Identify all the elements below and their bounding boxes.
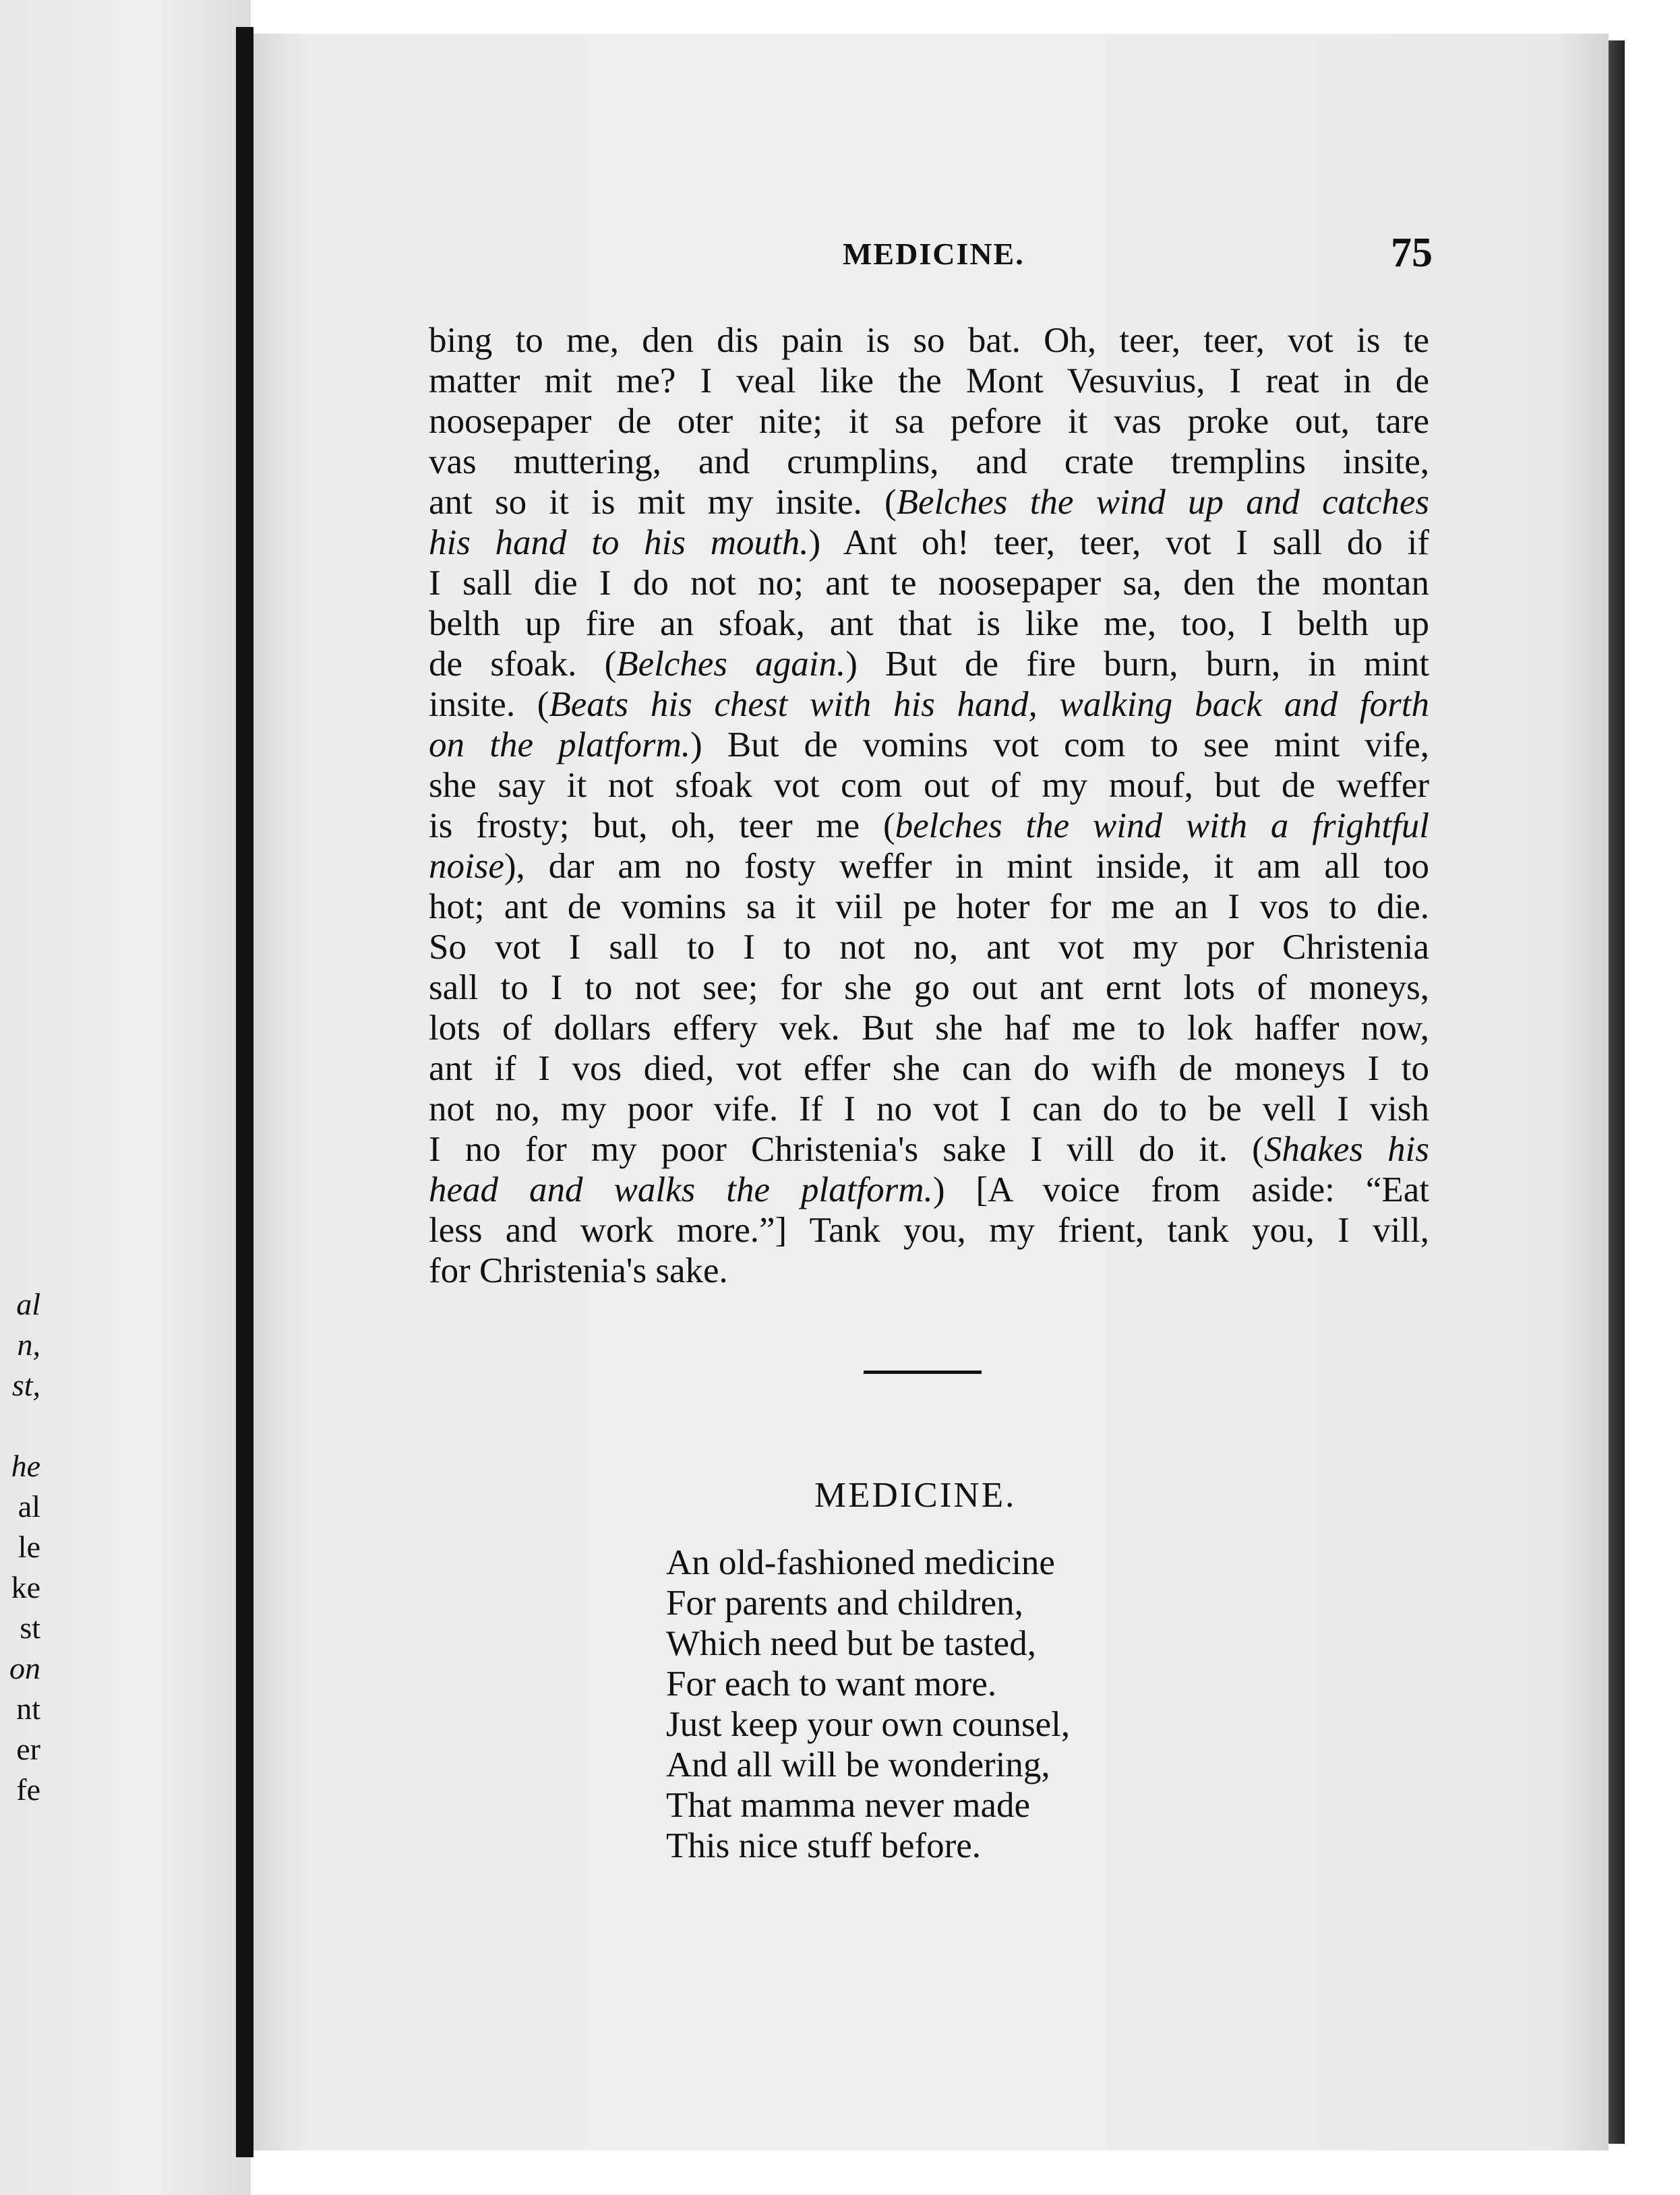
stage-direction-text: Belches the wind up and catches	[896, 483, 1429, 522]
poem-line: For each to want more.	[666, 1664, 997, 1704]
prose-line	[429, 967, 1429, 1008]
poem-body	[666, 1542, 1070, 1866]
dialogue-text: matter mit me? I veal like the Mont Vesuvius, I reat in de	[429, 361, 1429, 400]
left-page-fragment: st	[20, 1611, 40, 1645]
dialogue-text: sall to I to not see; for she go out ant ernt lots of moneys,	[429, 968, 1429, 1007]
dialogue-text: lots of dollars effery vek. But she haf me to lok haffer now,	[429, 1009, 1429, 1048]
dialogue-text: I no for my poor Christenia's sake I vill do it. (	[429, 1130, 1264, 1169]
poem-line: For parents and children,	[666, 1584, 1023, 1623]
poem-line: This nice stuff before.	[666, 1826, 982, 1865]
left-page-fragment: on	[9, 1651, 40, 1685]
dialogue-text: she say it not sfoak vot com out of my mouf, but de weffer	[429, 766, 1429, 805]
dialogue-text: de sfoak. (	[429, 644, 617, 684]
left-page-fragment: ke	[11, 1570, 40, 1604]
prose-line	[429, 320, 1429, 361]
page-edge-shadow	[1609, 40, 1625, 2144]
dialogue-text: insite. (	[429, 685, 549, 724]
dialogue-text: ) [A voice from aside: “Eat	[932, 1170, 1430, 1209]
stage-direction-text: head and walks the platform.	[429, 1170, 933, 1209]
left-page-fragment: al	[16, 1287, 40, 1321]
poem-title: MEDICINE.	[814, 1476, 1017, 1515]
stage-direction-text: belches the wind with a frightful	[895, 806, 1429, 845]
dialogue-text: vas muttering, and crumplins, and crate tremplins insite,	[429, 442, 1429, 481]
left-page-fragment: st,	[11, 1368, 40, 1402]
stage-direction-text: noise	[429, 847, 504, 886]
left-page-fragment: nt	[16, 1691, 40, 1726]
prose-line	[429, 886, 1429, 927]
prose-line	[429, 401, 1429, 442]
left-page-fragment: er	[16, 1732, 40, 1766]
dialogue-text: for Christenia's sake.	[429, 1251, 728, 1290]
prose-line	[429, 846, 1429, 886]
dialogue-text: So vot I sall to I to not no, ant vot my por Christenia	[429, 928, 1429, 967]
stage-direction-text: Belches again.	[616, 644, 846, 684]
dialogue-text: ), dar am no fosty weffer in mint inside, it am all too	[504, 847, 1429, 886]
dialogue-text: ) Ant oh! teer, teer, vot I sall do if	[808, 523, 1429, 562]
dialogue-text: belth up fire an sfoak, ant that is like me, too, I belth up	[429, 604, 1429, 643]
dialogue-text: hot; ant de vomins sa it viil pe hoter for me an I vos to die.	[429, 887, 1429, 926]
running-head: MEDICINE.	[843, 237, 1025, 271]
prose-line	[429, 563, 1429, 603]
poem-line: Just keep your own counsel,	[666, 1705, 1071, 1744]
prose-line	[429, 1129, 1429, 1170]
prose-line	[429, 603, 1429, 644]
dialogue-text: less and work more.”] Tank you, my frient, tank you, I vill,	[429, 1211, 1429, 1250]
prose-line	[429, 522, 1429, 563]
stage-direction-text: Shakes his	[1263, 1130, 1429, 1169]
dialogue-text: ) But de fire burn, burn, in mint	[845, 644, 1430, 684]
prose-line	[429, 725, 1429, 765]
left-page-fragment: he	[11, 1449, 40, 1483]
left-page-text-fragments	[0, 1284, 40, 1810]
prose-line	[429, 1251, 1429, 1291]
dialogue-text: ant so it is mit my insite. (	[429, 483, 897, 522]
book-gutter	[236, 27, 253, 2157]
prose-line	[429, 1089, 1429, 1129]
poem-line: Which need but be tasted,	[666, 1624, 1036, 1663]
dialogue-text: noosepaper de oter nite; it sa pefore it vas proke out, tare	[429, 402, 1429, 441]
prose-line	[429, 1048, 1429, 1089]
left-page-edge	[0, 0, 251, 2195]
prose-line	[429, 684, 1429, 725]
prose-line	[429, 482, 1429, 522]
prose-line	[429, 765, 1429, 806]
page-number: 75	[1391, 230, 1433, 276]
stage-direction-text: his hand to his mouth.	[429, 523, 809, 562]
prose-body	[429, 320, 1429, 1291]
left-page-fragment: fe	[16, 1772, 40, 1807]
left-page-fragment: al	[18, 1489, 40, 1524]
left-page-fragment	[0, 1406, 40, 1446]
poem-line: And all will be wondering,	[666, 1745, 1050, 1784]
stage-direction-text: Beats his chest with his hand, walking back and forth	[549, 685, 1429, 724]
prose-line	[429, 806, 1429, 846]
dialogue-text: ant if I vos died, vot effer she can do wifh de moneys I to	[429, 1049, 1429, 1088]
dialogue-text: bing to me, den dis pain is so bat. Oh, teer, teer, vot is te	[429, 321, 1429, 360]
dialogue-text: I sall die I do not no; ant te noosepaper sa, den the montan	[429, 564, 1429, 603]
dialogue-text: ) But de vomins vot com to see mint vife,	[690, 725, 1429, 764]
poem-line: That mamma never made	[666, 1786, 1031, 1825]
prose-line	[429, 361, 1429, 401]
prose-line	[429, 1210, 1429, 1251]
section-divider	[864, 1371, 982, 1374]
stage-direction-text: on the platform.	[429, 725, 691, 764]
dialogue-text: is frosty; but, oh, teer me (	[429, 806, 895, 845]
prose-line	[429, 1170, 1429, 1210]
prose-line	[429, 927, 1429, 967]
dialogue-text: not no, my poor vife. If I no vot I can do to be vell I vish	[429, 1089, 1429, 1129]
left-page-fragment: n,	[17, 1327, 40, 1362]
poem-line: An old-fashioned medicine	[666, 1543, 1055, 1582]
prose-line	[429, 644, 1429, 684]
prose-line	[429, 442, 1429, 482]
left-page-fragment: le	[18, 1530, 40, 1564]
prose-line	[429, 1008, 1429, 1048]
